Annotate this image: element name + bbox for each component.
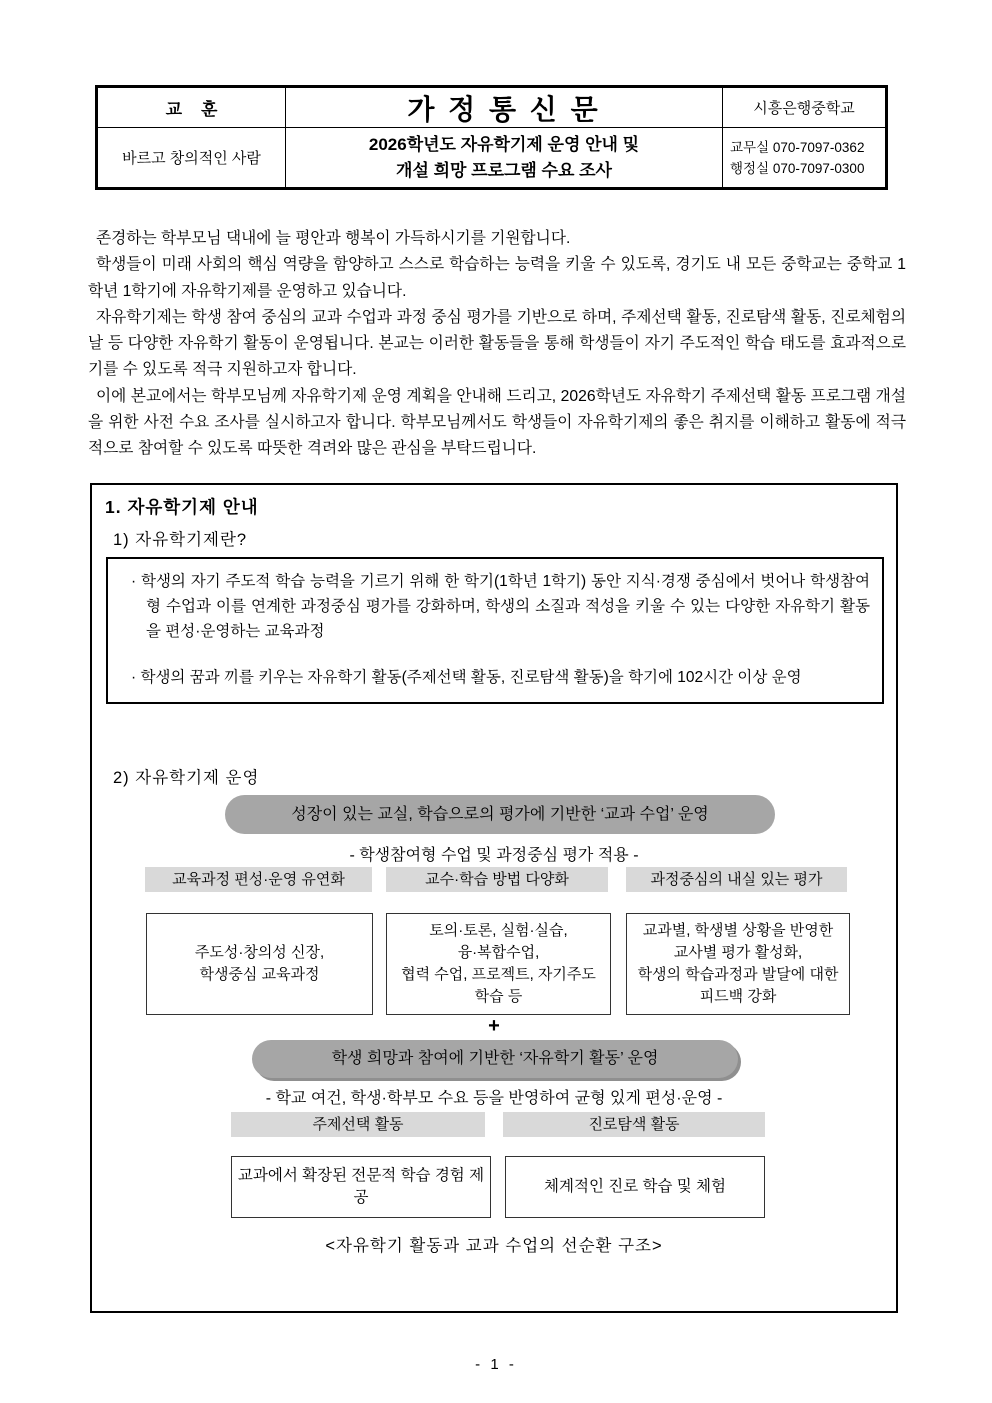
- activity-header-topic: 주제선택 활동: [231, 1112, 485, 1137]
- section-heading: 1. 자유학기제 안내: [105, 497, 259, 517]
- page-number: - 1 -: [475, 1356, 517, 1373]
- column-box-line: 융·복합수업,: [457, 944, 540, 961]
- intro-paragraphs: [88, 226, 906, 463]
- contact-office: 교무실 070-7097-0362: [730, 139, 865, 155]
- column-header-curriculum: 교육과정 편성·운영 유연화: [145, 867, 372, 892]
- intro-paragraph-3: 자유학기제는 학생 참여 중심의 교과 수업과 과정 중심 평가를 기반으로 하며, 주제선택 활동, 진로탐색 활동, 진로체험의 날 등 다양한 자유학기 활동이 운영됩니다. 본교는 이러한 활동들을 통해 학생들이 자기 주도적인 학습 태도를 효과적으로 기를 수 있도록 적극 지원하고자 합니다.: [88, 308, 906, 379]
- column-box-line: 학생중심 교육과정: [199, 966, 320, 983]
- section-1-box: [90, 483, 898, 1313]
- column-box-line: 피드백 강화: [699, 988, 777, 1005]
- activity-box-desc: 체계적인 진로 학습 및 체험: [544, 1178, 726, 1195]
- intro-paragraph-2: 학생들이 미래 사회의 핵심 역량을 함양하고 스스로 학습하는 능력을 키울 수 있도록, 경기도 내 모든 중학교는 중학교 1학년 1학기에 자유학기제를 운영하고 있습니다.: [88, 256, 906, 300]
- motto-label: 교 훈: [165, 100, 218, 119]
- school-name-cell: [723, 88, 885, 128]
- column-header-teaching: 교수·학습 방법 다양화: [386, 867, 608, 892]
- column-box-teaching: [386, 913, 611, 1015]
- column-box-line: 협력 수업, 프로젝트, 자기주도: [401, 966, 596, 983]
- activity-box-career: [505, 1156, 765, 1218]
- school-name: 시흥은행중학교: [753, 100, 855, 117]
- intro-paragraph-1: 존경하는 학부모님 댁내에 늘 평안과 행복이 가득하시기를 기원합니다.: [96, 230, 571, 247]
- activity-pill: 학생 희망과 참여에 기반한 ‘자유학기 활동’ 운영: [252, 1040, 738, 1078]
- subject-line-2: 개설 희망 프로그램 수요 조사: [396, 160, 612, 180]
- contact-cell: [723, 128, 885, 187]
- column-box-line: 교과별, 학생별 상황을 반영한: [642, 922, 834, 939]
- subsection-1-label: 1) 자유학기제란?: [113, 531, 248, 549]
- column-box-line: 주도성·창의성 신장,: [194, 944, 325, 961]
- column-box-line: 토의·토론, 실험·실습,: [429, 922, 568, 939]
- intro-paragraph-4: 이에 본교에서는 학부모님께 자유학기제 운영 계획을 안내해 드리고, 2026학년도 자유학기 주제선택 활동 프로그램 개설을 위한 사전 수요 조사를 실시하고자 합니다. 학부모님께서도 학생들이 자유학기제의 좋은 취지를 이해하고 활동에 적극적으로 참여할 수 있도록 따뜻한 격려와 많은 관심을 부탁드립니다.: [88, 387, 906, 458]
- column-box-line: 학습 등: [474, 988, 523, 1005]
- plus-sign: +: [488, 1015, 500, 1037]
- motto-text-cell: [98, 128, 286, 187]
- column-box-assessment: [626, 913, 850, 1015]
- column-box-line: 학생의 학습과정과 발달에 대한: [637, 966, 839, 983]
- column-header-assessment: 과정중심의 내실 있는 평가: [626, 867, 847, 892]
- notice-title: 가 정 통 신 문: [407, 93, 601, 125]
- notice-title-cell: [286, 88, 723, 128]
- definition-item-2: · 학생의 꿈과 끼를 키우는 자유학기 활동(주제선택 활동, 진로탐색 활동)을 학기에 102시간 이상 운영: [131, 669, 802, 686]
- contact-admin: 행정실 070-7097-0300: [730, 160, 865, 176]
- motto-label-cell: [98, 88, 286, 128]
- activity-note: - 학교 여건, 학생·학부모 수요 등을 반영하여 균형 있게 편성·운영 -: [265, 1090, 723, 1107]
- motto-text: 바르고 창의적인 사람: [122, 150, 261, 167]
- column-box-line: 교사별 평가 활성화,: [673, 944, 803, 961]
- definition-item-1: · 학생의 자기 주도적 학습 능력을 기르기 위해 한 학기(1학년 1학기) 동안 지식·경쟁 중심에서 벗어나 학생참여형 수업과 이를 연계한 과정중심 평가를 강화하며, 학생의 소질과 적성을 키울 수 있는 다양한 자유학기 활동을 편성·운영하는 교육과정: [131, 573, 870, 640]
- column-box-curriculum: [146, 913, 373, 1015]
- diagram-caption: <자유학기 활동과 교과 수업의 선순환 구조>: [325, 1237, 663, 1255]
- subsection-2-label: 2) 자유학기제 운영: [113, 769, 260, 787]
- subject-class-pill: 성장이 있는 교실, 학습으로의 평가에 기반한 ‘교과 수업’ 운영: [225, 795, 775, 834]
- subject-line-1: 2026학년도 자유학기제 운영 안내 및: [368, 134, 640, 154]
- subject-class-note: - 학생참여형 수업 및 과정중심 평가 적용 -: [349, 847, 639, 864]
- subject-cell: [286, 128, 723, 187]
- activity-header-career: 진로탐색 활동: [503, 1112, 765, 1137]
- activity-box-desc: 교과에서 확장된 전문적 학습 경험 제공: [237, 1167, 485, 1206]
- header-table: [95, 85, 888, 190]
- definition-box: [106, 557, 884, 704]
- activity-box-topic: [231, 1156, 491, 1218]
